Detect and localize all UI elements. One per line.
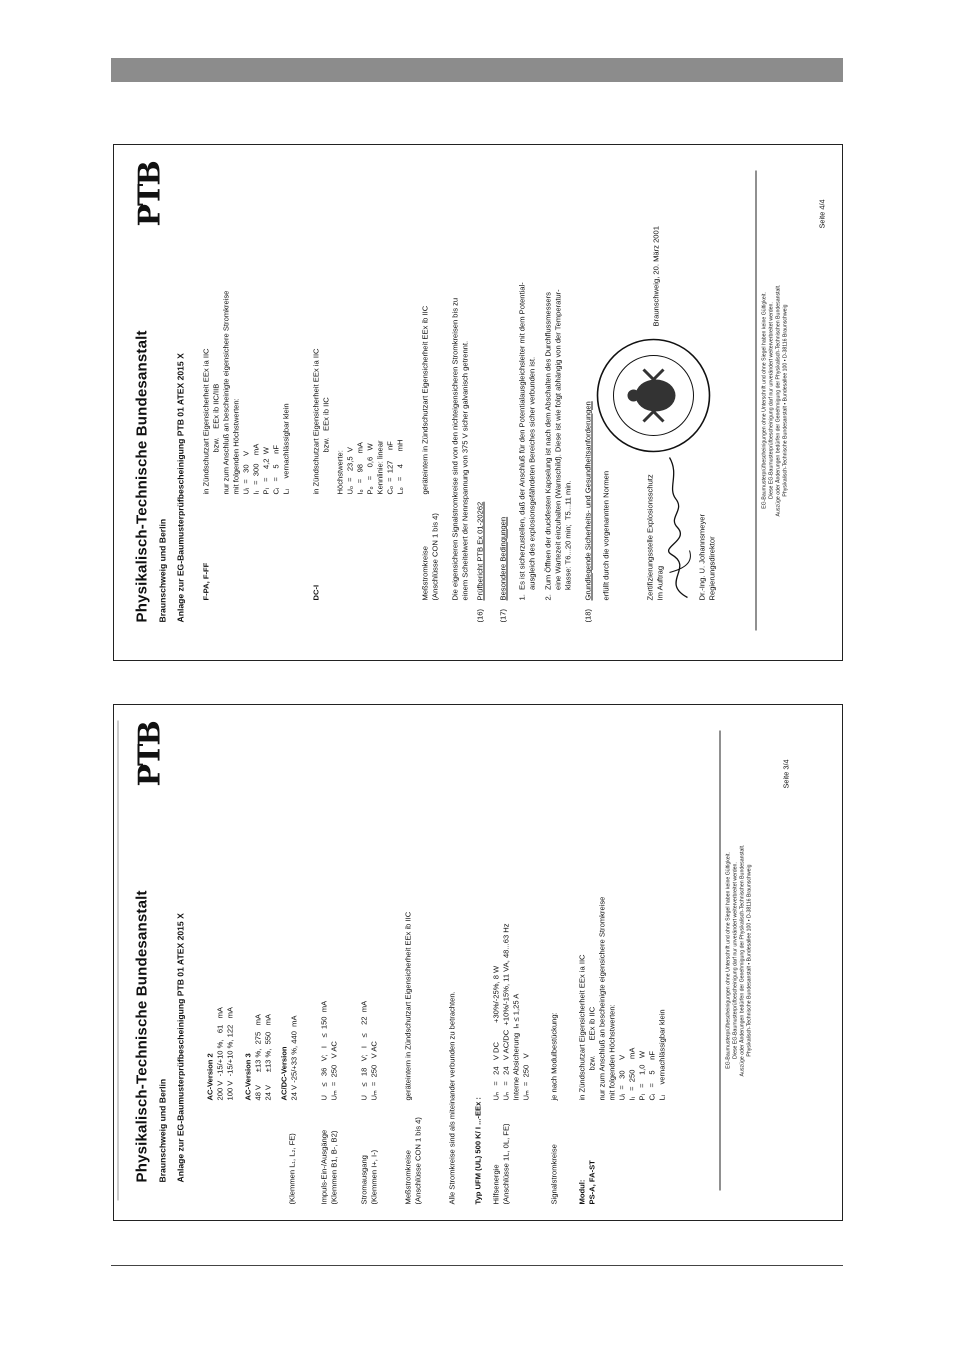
ac2-value: 100 V -15/+10 %, 122 mA: [225, 1006, 235, 1101]
footer-line: Physikalisch-Technische Bundesanstalt • Bundesallee 100 • D-38116 Braunschweig: [746, 864, 753, 1057]
hilf-value: Uₙ = 24 V DC +30%/-25%, 8 W: [491, 965, 501, 1101]
hilf-value: Interne Absicherung Iₙ ≤ 1,25 A: [511, 993, 521, 1101]
signal-line-2: einem Scheitelwert der Nennspannung von 375 V sicher galvanisch getrennt.: [460, 340, 470, 601]
mess-label-2: (Anschlüsse CON 1 bis 4): [413, 1117, 423, 1205]
scanned-page-4: [113, 144, 843, 661]
footer-line: Physikalisch-Technische Bundesanstalt • Bundesallee 100 • D-38116 Braunschweig: [782, 304, 789, 497]
hilf-value: Uₙ = 24 V AC/DC +10%/-15%, 11 VA, 48...63 Hz: [501, 923, 511, 1101]
strom-value: U ≤ 18 V; I ≤ 22 mA: [359, 1000, 369, 1101]
dci-label: DC-I: [311, 584, 321, 601]
condition-1: 1. Es ist sicherzustellen, daß der Anschluß für den Potentialausgleichsleiter mit dem Potential-: [517, 282, 527, 601]
strom-terminals: (Klemmen I+, I-): [369, 1149, 379, 1205]
signal-value: je nach Modulbestückung:: [549, 1012, 559, 1101]
city-line: Braunschweig und Berlin: [157, 518, 168, 623]
impuls-label: Impuls-Ein-/Ausgänge: [319, 1129, 329, 1205]
signatory-role: Regierungsdirektor: [707, 536, 717, 601]
footer-divider: [756, 171, 757, 631]
erfuellt-line: erfüllt durch die vorgenannten Normen: [601, 470, 611, 601]
dci-value: Pₒ = 0,6 W: [365, 443, 375, 495]
dci-value: Cₒ = 127 nF: [385, 441, 395, 495]
impuls-value: U ≤ 36 V; I ≤ 150 mA: [319, 1000, 329, 1101]
footer-line: Diese EG-Baumusterprüfbescheinigung darf nur unverändert weiterverbreitet werden.: [732, 862, 739, 1059]
dci-value: Kennlinie: linear: [375, 440, 385, 495]
footer-divider: [720, 731, 721, 1191]
fpa-value: Cᵢ = 5 nF: [271, 444, 281, 495]
ptb-logo: PTB: [132, 162, 168, 227]
fpa-line-1: in Zündschutzart Eigensicherheit EEx ia IIC: [201, 348, 211, 495]
im-auftrag: Im Auftrag: [655, 565, 665, 601]
impuls-terminals: (Klemmen B1, B-, B2): [329, 1130, 339, 1205]
signal-line-1: Die eigensicheren Signalstromkreise sind von den nichteigensicheren Stromkreisen bis zu: [450, 297, 460, 601]
modul-line: in Zündschutzart Eigensicherheit EEx ia IIC: [577, 954, 587, 1101]
rotated-page-4: [114, 146, 842, 661]
ac3-value: 48 V ±13 %, 275 mA: [253, 1014, 263, 1101]
footer-line: EG-Baumusterprüfbescheinigungen ohne Unterschrift und ohne Siegel haben keine Gültigkeit.: [761, 292, 768, 509]
modul-value: Iᵢ = 250 mA: [627, 1047, 637, 1101]
dci-value: Iₒ = 98 mA: [355, 442, 365, 495]
condition-2: eine Wartezeit einzuhalten (Warnschild). Diese ist wie folgt abhängig von der Temperatur-: [553, 289, 563, 601]
modul-label: Modul:: [577, 1179, 587, 1205]
signature: [650, 453, 700, 603]
modul-line: nur zum Anschluß an bescheinigte eigensichere Stromkreise: [597, 896, 607, 1101]
mess-label-1: Meßstromkreise: [403, 1150, 413, 1205]
dci-value: Lₒ = 4 mH: [395, 439, 405, 495]
mess-label-2: (Anschlüsse CON 1 bis 4): [430, 513, 440, 601]
condition-1: ausgleich des explosionsgefährdeten Bereiches sicher verbunden ist.: [527, 356, 537, 601]
modul-value: Cᵢ = 5 nF: [647, 1050, 657, 1101]
footer-notes: [726, 731, 754, 1191]
signal-label: Signalstromkreise: [549, 1144, 559, 1205]
fpa-value: Lᵢ vernachlässigbar klein: [281, 403, 291, 495]
modul-value: Pᵢ = 1,0 W: [637, 1050, 647, 1101]
footer-notes: [762, 171, 790, 631]
page-title: Physikalisch-Technische Bundesanstalt: [133, 890, 151, 1183]
city-line: Braunschweig und Berlin: [157, 1078, 168, 1183]
rotated-page-3: [114, 706, 842, 1221]
footer-line: Diese EG-Baumusterprüfbescheinigung darf nur unverändert weiterverbreitet werden.: [768, 302, 775, 499]
fpa-line-3: nur zum Anschluß an bescheinigte eigensichere Stromkreise: [221, 290, 231, 495]
page-title: Physikalisch-Technische Bundesanstalt: [133, 330, 151, 623]
typ-heading: Typ UFM (UL) 500 K/ I ...-EEx :: [473, 1097, 483, 1205]
footer-rule: [111, 1265, 843, 1266]
fpa-line-2: bzw. EEx ib IIC/IIB: [211, 383, 221, 453]
besondere-bedingungen: Besondere Bedingungen: [498, 516, 508, 601]
condition-2: 2. Zum Öffnen der druckfesten Kapselung ist nach dem Abschalten des Durchflussmessers: [543, 292, 553, 601]
header-bar: [111, 58, 843, 82]
strom-label: Stromausgang: [359, 1155, 369, 1205]
fpa-label: F-PA, F-FF: [201, 562, 211, 601]
footer-line: Auszüge oder Änderungen bedürfen der Genehmigung der Physikalisch-Technischen Bundesanstalt.: [775, 284, 782, 517]
page-number: Seite 4/4: [817, 199, 827, 229]
dci-line-2: bzw. EEx ib IIC: [321, 397, 331, 453]
date-line: Braunschweig, 20. März 2001: [651, 226, 661, 327]
dci-value: Uₒ = 23,5 V: [345, 447, 355, 495]
fpa-line-4: mit folgenden Höchstwerten:: [231, 398, 241, 495]
ac3-heading: AC-Version 3: [243, 1053, 253, 1101]
official-seal: [594, 336, 714, 456]
hilf-label: Hilfsenergie: [491, 1164, 501, 1205]
hilf-value: Uₘ = 250 V: [521, 1053, 531, 1101]
fpa-value: Uᵢ = 30 V: [241, 450, 251, 495]
signatory-name: Dr.-Ing. U. Johannsmeyer: [697, 513, 707, 601]
modul-value: Uᵢ = 30 V: [617, 1054, 627, 1101]
zertifizierungsstelle: Zertifizierungsstelle Explosionsschutz: [645, 474, 655, 601]
mess-value: geräteintern in Zündschutzart Eigensicherheit EEx ib IIC: [420, 305, 430, 495]
acdc-heading: AC/DC-Version: [279, 1046, 289, 1101]
ac2-value: 200 V -15/+10 %, 61 mA: [215, 1007, 225, 1101]
fpa-value: Pᵢ = 4,2 W: [261, 447, 271, 495]
fpa-value: Iᵢ = 300 mA: [251, 443, 261, 495]
pruefbericht: Prüfbericht PTB Ex 01-20262: [475, 501, 485, 601]
alle-stromkreise: Alle Stromkreise sind als miteinander verbunden zu betrachten.: [447, 991, 457, 1205]
strom-value: Uₘ = 250 V AC: [369, 1041, 379, 1101]
page-number: Seite 3/4: [781, 759, 791, 789]
mess-value: geräteintern in Zündschutzart Eigensicherheit EEx ib IIC: [403, 911, 413, 1101]
annex-line: Anlage zur EG-Baumusterprüfbescheinigung PTB 01 ATEX 2015 X: [175, 353, 186, 623]
section-number: (17): [498, 608, 508, 623]
modul-value: Lᵢ vernachlässigbar klein: [657, 1009, 667, 1101]
dci-line-3: Höchstwerte:: [335, 450, 345, 495]
modul-name: PS-A, FA-ST: [587, 1160, 597, 1205]
grundlegende-anforderungen: Grundlegende Sicherheits- und Gesundheitsanforderungen: [583, 401, 593, 601]
acdc-value: 24 V -25/+33 %, 440 mA: [289, 1015, 299, 1101]
acdc-terminals: (Klemmen L₁, L₂, FE): [287, 1133, 297, 1205]
scan-edge: [118, 721, 119, 1201]
ptb-logo: PTB: [132, 722, 168, 787]
scanned-page-3: [113, 704, 843, 1221]
section-number: (18): [583, 608, 593, 623]
ac2-heading: AC-Version 2: [205, 1053, 215, 1101]
hilf-terminals: (Anschlüsse 1L, 0L, FE): [501, 1123, 511, 1205]
annex-line: Anlage zur EG-Baumusterprüfbescheinigung PTB 01 ATEX 2015 X: [175, 913, 186, 1183]
dci-line-1: in Zündschutzart Eigensicherheit EEx ia IIC: [311, 348, 321, 495]
footer-line: Auszüge oder Änderungen bedürfen der Genehmigung der Physikalisch-Technischen Bundesanstalt.: [739, 844, 746, 1077]
condition-2: klasse: T6...20 min; T5...11 min.: [563, 480, 573, 601]
ac3-value: 24 V ±13 %, 550 mA: [263, 1014, 273, 1101]
footer-line: EG-Baumusterprüfbescheinigungen ohne Unterschrift und ohne Siegel haben keine Gültigkeit.: [725, 852, 732, 1069]
impuls-value: Uₘ = 250 V AC: [329, 1041, 339, 1101]
mess-label-1: Meßstromkreise: [420, 546, 430, 601]
section-number: (16): [475, 608, 485, 623]
modul-line: bzw. EEx ib IIC: [587, 1006, 597, 1071]
modul-line: mit folgenden Höchstwerten:: [607, 1004, 617, 1101]
